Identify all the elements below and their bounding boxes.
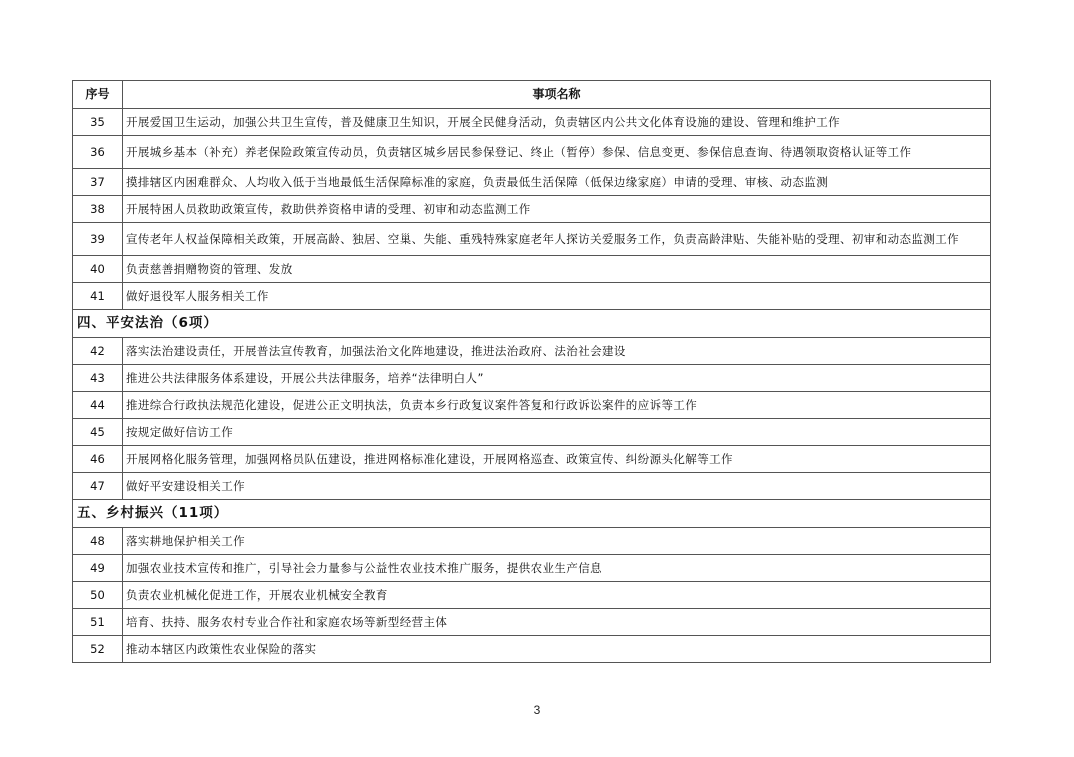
row-no: 44 [73,392,123,419]
row-name: 负责慈善捐赠物资的管理、发放 [123,256,991,283]
row-no: 40 [73,256,123,283]
items-table [72,80,991,663]
section-row [73,310,991,338]
row-name: 开展网格化服务管理，加强网格员队伍建设，推进网格标准化建设，开展网格巡查、政策宣传、纠纷源头化解等工作 [123,446,991,473]
section-heading-rural-revitalization: 五、乡村振兴（11项） [73,500,991,528]
row-no: 50 [73,582,123,609]
row-no: 43 [73,365,123,392]
section-heading-safety-law: 四、平安法治（6项） [73,310,991,338]
table-row [73,365,991,392]
table-row [73,338,991,365]
row-no: 42 [73,338,123,365]
row-name: 开展城乡基本（补充）养老保险政策宣传动员，负责辖区城乡居民参保登记、终止（暂停）参保、信息变更、参保信息查询、待遇领取资格认证等工作 [123,136,991,169]
row-name: 做好退役军人服务相关工作 [123,283,991,310]
row-name: 推动本辖区内政策性农业保险的落实 [123,636,991,663]
table-row [73,256,991,283]
row-name: 培育、扶持、服务农村专业合作社和家庭农场等新型经营主体 [123,609,991,636]
row-no: 41 [73,283,123,310]
row-no: 36 [73,136,123,169]
table-row [73,392,991,419]
row-no: 49 [73,555,123,582]
table-row [73,582,991,609]
row-name: 落实耕地保护相关工作 [123,528,991,555]
row-no: 45 [73,419,123,446]
table-row [73,283,991,310]
row-no: 39 [73,223,123,256]
row-no: 37 [73,169,123,196]
table-row [73,136,991,169]
row-no: 38 [73,196,123,223]
table-row [73,473,991,500]
row-no: 52 [73,636,123,663]
row-no: 47 [73,473,123,500]
table-row [73,609,991,636]
row-name: 做好平安建设相关工作 [123,473,991,500]
row-name: 开展爱国卫生运动，加强公共卫生宣传，普及健康卫生知识，开展全民健身活动，负责辖区内公共文化体育设施的建设、管理和维护工作 [123,109,991,136]
table-row [73,419,991,446]
table-row [73,528,991,555]
table-row [73,555,991,582]
row-no: 46 [73,446,123,473]
row-name: 负责农业机械化促进工作，开展农业机械安全教育 [123,582,991,609]
table-header-row [73,81,991,109]
row-name: 开展特困人员救助政策宣传，救助供养资格申请的受理、初审和动态监测工作 [123,196,991,223]
row-no: 35 [73,109,123,136]
header-name: 事项名称 [123,81,991,109]
table-row [73,223,991,256]
row-no: 48 [73,528,123,555]
row-no: 51 [73,609,123,636]
section-row [73,500,991,528]
header-no: 序号 [73,81,123,109]
page-number: 3 [533,703,541,717]
row-name: 推进综合行政执法规范化建设，促进公正文明执法，负责本乡行政复议案件答复和行政诉讼案件的应诉等工作 [123,392,991,419]
table-row [73,446,991,473]
row-name: 落实法治建设责任，开展普法宣传教育，加强法治文化阵地建设，推进法治政府、法治社会建设 [123,338,991,365]
table-row [73,636,991,663]
table-row [73,109,991,136]
row-name: 加强农业技术宣传和推广，引导社会力量参与公益性农业技术推广服务，提供农业生产信息 [123,555,991,582]
row-name: 宣传老年人权益保障相关政策，开展高龄、独居、空巢、失能、重残特殊家庭老年人探访关爱服务工作，负责高龄津贴、失能补贴的受理、初审和动态监测工作 [123,223,991,256]
row-name: 摸排辖区内困难群众、人均收入低于当地最低生活保障标准的家庭，负责最低生活保障（低保边缘家庭）申请的受理、审核、动态监测 [123,169,991,196]
row-name: 按规定做好信访工作 [123,419,991,446]
table-row [73,196,991,223]
table-row [73,169,991,196]
row-name: 推进公共法律服务体系建设，开展公共法律服务，培养“法律明白人” [123,365,991,392]
